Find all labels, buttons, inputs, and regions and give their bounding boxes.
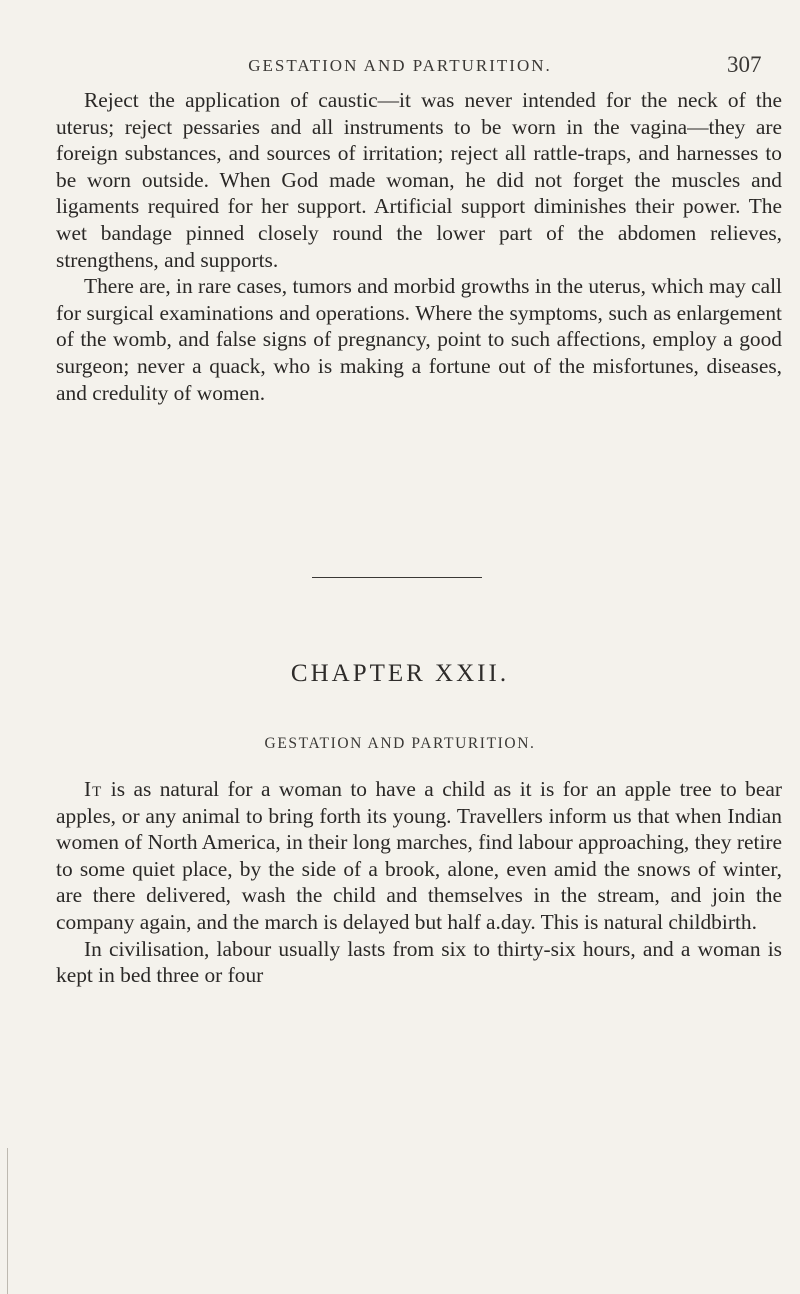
running-head: GESTATION AND PARTURITION. bbox=[248, 56, 552, 75]
paragraph: There are, in rare cases, tumors and morbid growths in the uterus, which may call for surgical examinations and operations. Where the symptoms, such as enlargement of the womb, and false signs of pregnancy, point to such affections, employ a good surgeon; never a quack, who is making a fortune out of the misfortunes, diseases, and credulity of women. bbox=[56, 274, 782, 405]
page-number: 307 bbox=[727, 52, 762, 77]
section-divider bbox=[312, 577, 482, 578]
chapter-title: CHAPTER XXII. bbox=[290, 660, 510, 687]
paragraph: In civilisation, labour usually lasts from six to thirty-six hours, and a woman is kept in bed three or four bbox=[56, 936, 782, 988]
paragraph: Reject the application of caustic—it was never intended for the neck of the uterus; reject pessaries and all instruments to be worn in the vagina—they are foreign substances, and sources of irritation; reject all rattle-traps, and harnesses to be worn outside. When God made woman, he did not forget the muscles and ligaments required for her support. Artificial support diminishes their power. The wet bandage pinned closely round the lower part of the abdomen relieves, strengthens, and supports. bbox=[56, 88, 782, 272]
paragraph bbox=[56, 776, 782, 936]
page-edge-shadow bbox=[7, 1148, 8, 1294]
paragraph-lead-word: It bbox=[84, 777, 103, 801]
text-section-1 bbox=[56, 87, 782, 406]
chapter-subtitle: GESTATION AND PARTURITION. bbox=[264, 735, 536, 752]
paragraph-body: is as natural for a woman to have a child as it is for an apple tree to bear apples, or any animal to bring forth its young. Travellers inform us that when Indian women of North America, in their long marches, find labour approaching, they retire to some quiet place, by the side of a brook, alone, even amid the snows of winter, are there delivered, wash the child and themselves in the stream, and join the company again, and the march is delayed but half a.day. This is natural childbirth. bbox=[56, 777, 782, 934]
text-section-2 bbox=[56, 776, 782, 989]
